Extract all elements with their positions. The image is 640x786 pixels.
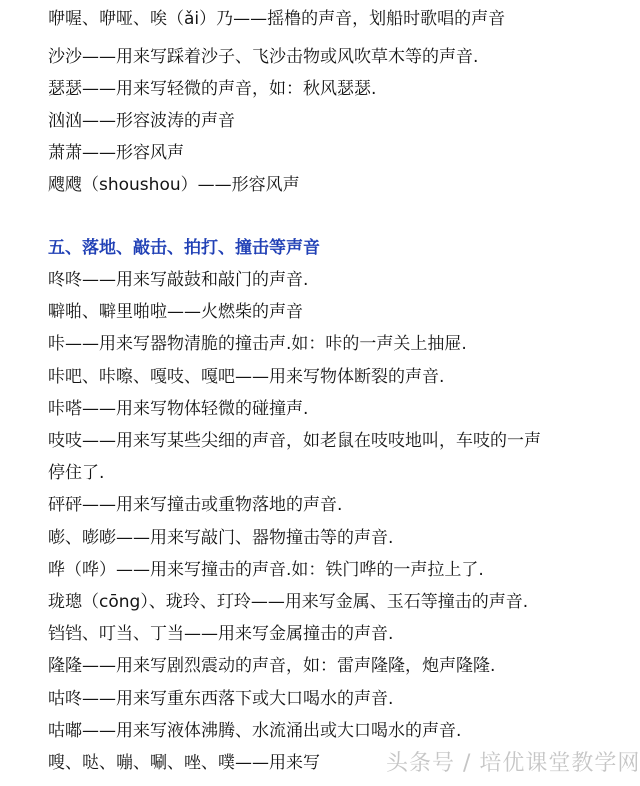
text-line-18: 珑璁（cōng）、珑玲、玎玲——用来写金属、玉石等撞击的声音. — [48, 592, 529, 612]
text-line-4: 汹汹——形容波涛的声音 — [48, 111, 235, 131]
text-line-17: 哗（哗）——用来写撞击的声音.如：铁门哗的一声拉上了. — [48, 560, 484, 580]
text-line-22: 咕嘟——用来写液体沸腾、水流涌出或大口喝水的声音. — [48, 721, 462, 741]
text-line-8: 咚咚——用来写敲鼓和敲门的声音. — [48, 270, 309, 290]
text-line-12: 咔嗒——用来写物体轻微的碰撞声. — [48, 399, 309, 419]
text-line-16: 嘭、嘭嘭——用来写敲门、器物撞击等的声音. — [48, 528, 394, 548]
section-heading: 五、落地、敲击、拍打、撞击等声音 — [48, 238, 320, 258]
text-line-20: 隆隆——用来写剧烈震动的声音，如：雷声隆隆，炮声隆隆. — [48, 656, 496, 676]
text-line-13: 吱吱——用来写某些尖细的声音，如老鼠在吱吱地叫，车吱的一声 — [48, 431, 541, 451]
text-line-11: 咔吧、咔嚓、嘎吱、嘎吧——用来写物体断裂的声音. — [48, 367, 445, 387]
text-line-3: 瑟瑟——用来写轻微的声音，如：秋风瑟瑟. — [48, 79, 377, 99]
text-line-1: 咿喔、咿哑、唉（ǎi）乃——摇橹的声音，划船时歌唱的声音 — [48, 9, 506, 29]
text-line-14: 停住了. — [48, 463, 105, 483]
text-line-6: 飕飕（shoushou）——形容风声 — [48, 175, 300, 195]
text-line-23: 嗖、哒、嘣、唰、唑、噗——用来写 — [48, 753, 320, 773]
text-line-10: 咔——用来写器物清脆的撞击声.如：咔的一声关上抽屉. — [48, 334, 467, 354]
text-line-2: 沙沙——用来写踩着沙子、飞沙击物或风吹草木等的声音. — [48, 47, 479, 67]
watermark: 头条号 / 培优课堂教学网 — [386, 751, 640, 776]
text-line-15: 砰砰——用来写撞击或重物落地的声音. — [48, 495, 343, 515]
text-line-9: 噼啪、噼里啪啦——火燃柴的声音 — [48, 302, 303, 322]
text-line-19: 铛铛、叮当、丁当——用来写金属撞击的声音. — [48, 624, 394, 644]
text-line-5: 萧萧——形容风声 — [48, 143, 184, 163]
text-line-21: 咕咚——用来写重东西落下或大口喝水的声音. — [48, 689, 394, 709]
